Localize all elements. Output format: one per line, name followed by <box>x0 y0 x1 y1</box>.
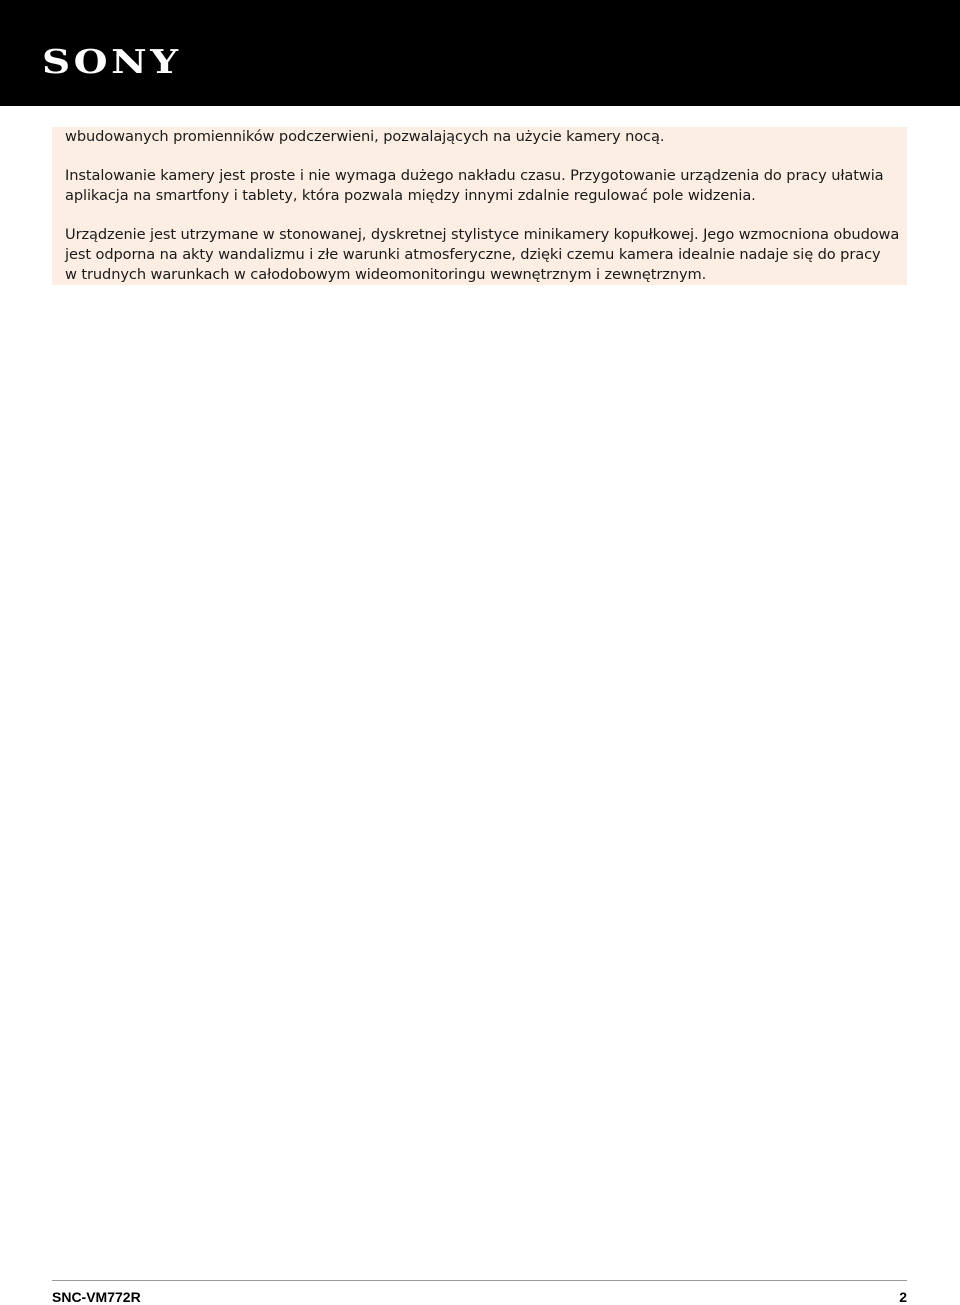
paragraph-housing <box>65 225 901 285</box>
paragraph-installation <box>65 166 901 206</box>
header-bar <box>0 0 960 106</box>
footer-divider <box>52 1280 907 1281</box>
description-panel <box>52 127 907 285</box>
footer-model-name: SNC-VM772R <box>52 1289 141 1305</box>
paragraph-line: Instalowanie kamery jest proste i nie wymaga dużego nakładu czasu. Przygotowanie urządzenia do pracy ułatwia <box>65 167 884 184</box>
paragraph-night-vision <box>65 127 901 147</box>
paragraph-line: jest odporna na akty wandalizmu i złe warunki atmosferyczne, dzięki czemu kamera idealnie nadaje się do pracy <box>65 246 881 263</box>
paragraph-line: Urządzenie jest utrzymane w stonowanej, dyskretnej stylistyce minikamery kopułkowej. Jego wzmocniona obudowa <box>65 226 900 243</box>
paragraph-line: wbudowanych promienników podczerwieni, pozwalających na użycie kamery nocą. <box>65 128 665 145</box>
sony-logo: SONY <box>42 42 182 81</box>
footer-page-number: 2 <box>899 1289 907 1305</box>
paragraph-line: w trudnych warunkach w całodobowym wideomonitoringu wewnętrznym i zewnętrznym. <box>65 266 707 283</box>
paragraph-line: aplikacja na smartfony i tablety, która pozwala między innymi zdalnie regulować pole widzenia. <box>65 187 756 204</box>
